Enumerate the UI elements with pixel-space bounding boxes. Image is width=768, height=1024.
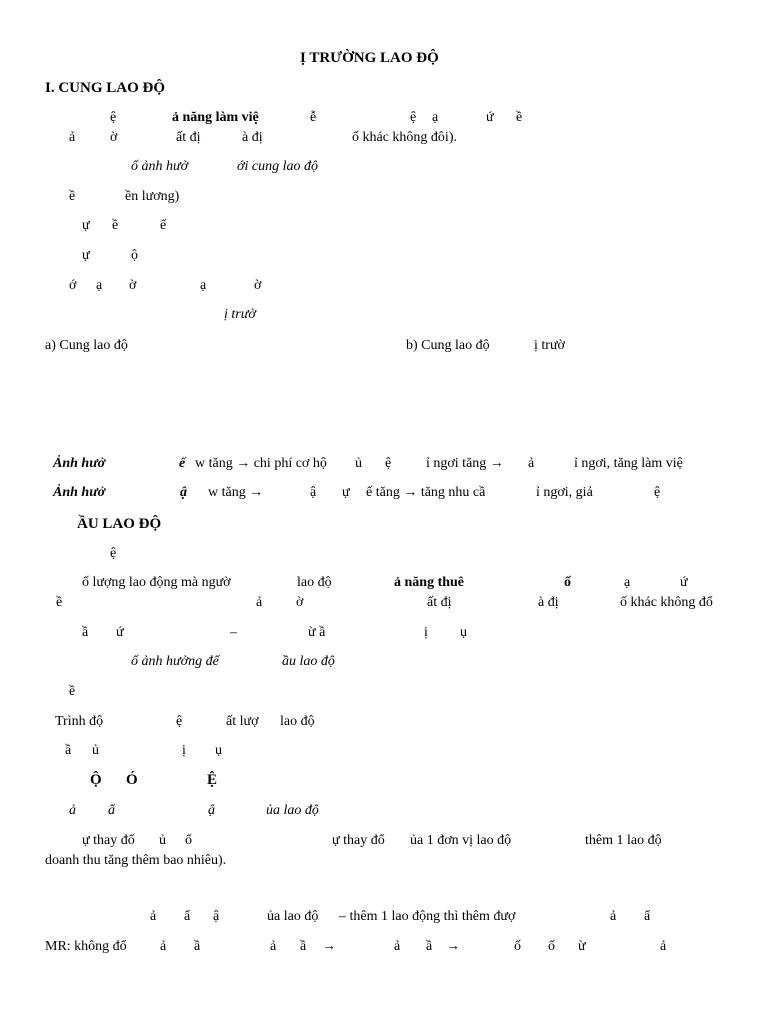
text-fragment-italic: ủa lao độ bbox=[266, 803, 319, 818]
text-fragment: ề bbox=[69, 684, 76, 699]
text-fragment: ớ bbox=[69, 278, 77, 293]
text-fragment-italic: ố ảnh hưở bbox=[131, 159, 189, 174]
text-fragment: lao độ bbox=[280, 714, 315, 729]
text-fragment-bold: ố bbox=[564, 575, 571, 590]
text-fragment: ề bbox=[112, 218, 119, 233]
text-fragment: ầ bbox=[194, 939, 201, 954]
text-fragment: ền lương) bbox=[125, 189, 180, 204]
text-fragment-bold-italic: ế bbox=[179, 456, 186, 471]
text-fragment: ế bbox=[160, 218, 167, 233]
text-fragment: ệ bbox=[385, 456, 392, 471]
heading-fragment: Ộ bbox=[90, 772, 102, 788]
text-fragment: ề bbox=[69, 189, 76, 204]
text-fragment: ộ bbox=[131, 248, 138, 263]
text-fragment: ố bbox=[548, 939, 555, 954]
text-fragment: MR: không đổ bbox=[45, 939, 127, 954]
text-fragment: ố khác không đổ bbox=[620, 595, 713, 610]
text-fragment: à đị bbox=[538, 595, 559, 610]
text-fragment-italic: ả bbox=[69, 803, 76, 818]
text-fragment-bold-italic: ậ bbox=[180, 485, 187, 500]
text-fragment: ả bbox=[610, 909, 617, 924]
text-fragment: ổ bbox=[185, 833, 192, 848]
text-fragment: ỉ ngơi, giả bbox=[536, 485, 593, 500]
text-fragment: ất lượ bbox=[226, 714, 259, 729]
text-fragment: ầ bbox=[82, 625, 89, 640]
section-heading-demand: ẦU LAO ĐỘ bbox=[77, 516, 162, 532]
text-fragment-italic: ẩ bbox=[108, 803, 115, 818]
text-fragment: ạ bbox=[96, 278, 103, 293]
text-fragment: ả bbox=[150, 909, 157, 924]
text-fragment: ự bbox=[342, 485, 350, 500]
text-fragment-italic: ầu lao độ bbox=[282, 654, 335, 669]
text-fragment: ự bbox=[82, 248, 90, 263]
text-fragment: ủ bbox=[92, 743, 99, 758]
text-fragment-italic: ới cung lao độ bbox=[237, 159, 318, 174]
text-fragment-bold-italic: Ảnh hưở bbox=[53, 485, 106, 500]
text-fragment: ả bbox=[660, 939, 667, 954]
text-fragment: ẩ bbox=[184, 909, 191, 924]
text-fragment: ả bbox=[394, 939, 401, 954]
text-fragment: ố khác không đôi). bbox=[352, 130, 457, 145]
text-fragment: ẩ bbox=[644, 909, 651, 924]
text-fragment: ệ bbox=[110, 110, 117, 125]
text-fragment: ủa lao độ bbox=[267, 909, 319, 924]
text-fragment-bold: ả năng làm việ bbox=[172, 110, 259, 125]
text-fragment-bold: ả năng thuê bbox=[394, 575, 465, 590]
text-fragment: w tăng → bbox=[208, 485, 264, 500]
text-fragment: Trình độ bbox=[55, 714, 104, 729]
figure-caption-a: a) Cung lao độ bbox=[45, 338, 128, 353]
text-fragment: ị bbox=[424, 625, 428, 640]
text-fragment: ả bbox=[69, 130, 76, 145]
text-fragment: ừ bbox=[578, 939, 586, 954]
heading-fragment: Ệ bbox=[207, 772, 218, 788]
text-fragment-bold-italic: Ảnh hưở bbox=[53, 456, 106, 471]
text-fragment: ủ bbox=[159, 833, 166, 848]
text-fragment: ầ bbox=[65, 743, 72, 758]
text-fragment: ậ bbox=[310, 485, 317, 500]
text-fragment: ệ bbox=[654, 485, 661, 500]
arrow-glyph: → bbox=[322, 939, 336, 954]
text-fragment: ậ bbox=[213, 909, 220, 924]
text-fragment: ứ bbox=[486, 110, 494, 125]
figure-caption-b-suffix: ị trườ bbox=[534, 338, 565, 353]
text-fragment: ủ bbox=[355, 456, 362, 471]
text-fragment: ố lượng lao động mà ngườ bbox=[82, 575, 231, 590]
text-fragment: ệ bbox=[410, 110, 417, 125]
text-fragment: ủa 1 đơn vị lao độ bbox=[410, 833, 512, 848]
text-fragment: ề bbox=[56, 595, 63, 610]
text-fragment: ờ bbox=[254, 278, 262, 293]
text-fragment: ự thay đổ bbox=[332, 833, 385, 848]
text-fragment: ệ bbox=[110, 546, 117, 561]
section-heading-supply: I. CUNG LAO ĐỘ bbox=[45, 80, 166, 96]
figure-caption-main: ị trườ bbox=[224, 307, 256, 322]
text-fragment: ứ bbox=[116, 625, 124, 640]
text-fragment: lao độ bbox=[297, 575, 332, 590]
text-fragment: ầ bbox=[426, 939, 433, 954]
text-fragment: thêm 1 lao độ bbox=[585, 833, 662, 848]
text-fragment-italic: ậ bbox=[208, 803, 215, 818]
text-fragment: ị bbox=[182, 743, 186, 758]
text-fragment: ố bbox=[514, 939, 521, 954]
text-fragment: ờ bbox=[110, 130, 118, 145]
text-fragment: ỉ ngơi, tăng làm việ bbox=[574, 456, 683, 471]
text-fragment: ự bbox=[82, 218, 90, 233]
heading-fragment: Ó bbox=[126, 772, 138, 788]
text-fragment: – bbox=[230, 625, 237, 640]
text-fragment: ự thay đổ bbox=[82, 833, 135, 848]
text-fragment: ạ bbox=[624, 575, 631, 590]
text-fragment: ả bbox=[256, 595, 263, 610]
text-fragment: ạ bbox=[200, 278, 207, 293]
text-fragment: ệ bbox=[176, 714, 183, 729]
text-fragment: ụ bbox=[215, 743, 222, 758]
text-fragment: ầ bbox=[300, 939, 307, 954]
text-fragment: ả bbox=[528, 456, 535, 471]
text-fragment: ứ bbox=[680, 575, 688, 590]
text-fragment: ề bbox=[516, 110, 523, 125]
text-fragment: ờ bbox=[129, 278, 137, 293]
text-fragment: ỉ ngơi tăng → bbox=[426, 456, 504, 471]
page-title: Ị TRƯỜNG LAO ĐỘ bbox=[300, 50, 439, 66]
text-fragment: ờ bbox=[296, 595, 304, 610]
text-fragment: à đị bbox=[242, 130, 263, 145]
marginal-product-definition-2: doanh thu tăng thêm bao nhiêu). bbox=[45, 853, 227, 868]
text-fragment: ế tăng → tăng nhu cầ bbox=[366, 485, 486, 500]
text-fragment: w tăng → chi phí cơ hộ bbox=[195, 456, 327, 471]
text-fragment: – thêm 1 lao động thì thêm đượ bbox=[339, 909, 516, 924]
text-fragment: ừ ầ bbox=[308, 625, 326, 640]
text-fragment: ễ bbox=[310, 110, 317, 125]
figure-caption-b: b) Cung lao độ bbox=[406, 338, 490, 353]
text-fragment: ụ bbox=[460, 625, 467, 640]
arrow-glyph: → bbox=[446, 939, 460, 954]
text-fragment: ả bbox=[270, 939, 277, 954]
text-fragment: ất đị bbox=[427, 595, 452, 610]
text-fragment: ả bbox=[160, 939, 167, 954]
text-fragment: ạ bbox=[432, 110, 439, 125]
text-fragment: ất đị bbox=[176, 130, 201, 145]
text-fragment-italic: ố ảnh hưởng để bbox=[131, 654, 219, 669]
